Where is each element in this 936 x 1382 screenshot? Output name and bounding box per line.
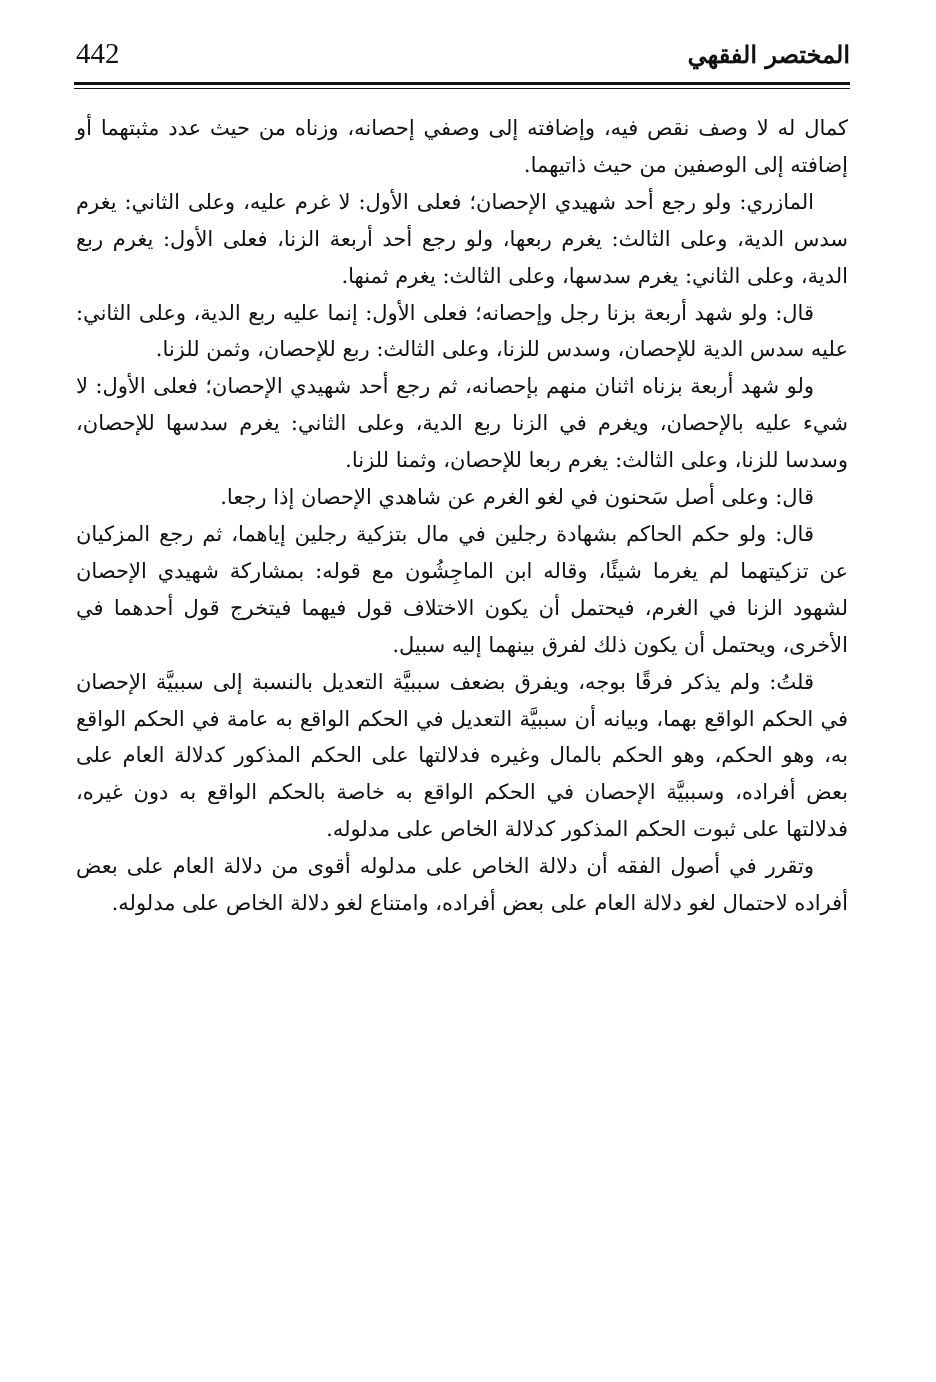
page-number: 442 [76,38,120,70]
paragraph: قال: ولو حكم الحاكم بشهادة رجلين في مال بتزكية رجلين إياهما، ثم رجع المزكيان عن تزكيتهما لم يغرما شيئًا، وقاله ابن الماجِشُون مع قوله: بمشاركة شهيدي الإحصان لشهود الزنا في الغرم، فيحتمل أن يكون الاختلاف قول فيهما فيتخرج قول أحدهما في الأخرى، ويحتمل أن يكون ذلك لفرق بينهما إليه سبيل. [76,521,848,657]
paragraph: المازري: ولو رجع أحد شهيدي الإحصان؛ فعلى الأول: لا غرم عليه، وعلى الثاني: يغرم سدس الدية، وعلى الثالث: يغرم ربعها، ولو رجع أحد أربعة الزنا، فعلى الأول: يغرم ربع الدية، وعلى الثاني: يغرم سدسها، وعلى الثالث: يغرم ثمنها. [76,189,848,288]
paragraph: وتقرر في أصول الفقه أن دلالة الخاص على مدلوله أقوى من دلالة العام على بعض أفراده لاحتمال لغو دلالة العام على بعض أفراده، وامتناع لغو دلالة الخاص على مدلوله. [76,854,848,916]
running-title: المختصر الفقهي [687,40,850,69]
paragraph: قلتُ: ولم يذكر فرقًا بوجه، ويفرق بضعف سببيَّة التعديل بالنسبة إلى سببيَّة الإحصان في الحكم الواقع بهما، وبيانه أن سببيَّة التعديل في الحكم الواقع به عامة في الحكم الواقع به، وهو الحكم، وهو الحكم بالمال وغيره فدلالتها على الحكم المذكور كدلالة العام على بعض أفراده، وسببيَّة الإحصان في الحكم الواقع به خاصة بالحكم الواقع به دون غيره، فدلالتها على ثبوت الحكم المذكور كدلالة الخاص على مدلوله. [76,669,848,842]
page-header [74,36,850,76]
paragraph: قال: ولو شهد أربعة بزنا رجل وإحصانه؛ فعلى الأول: إنما عليه ربع الدية، وعلى الثاني: عليه سدس الدية للإحصان، وسدس للزنا، وعلى الثالث: ربع للإحصان، وثمن للزنا. [76,300,848,362]
page-body [76,110,848,1350]
header-rule-thin [74,88,850,89]
header-rule [74,82,850,85]
paragraph: كمال له لا وصف نقص فيه، وإضافته إلى وصفي إحصانه، وزناه من حيث عدد مثبتهما أو إضافته إلى الوصفين من حيث ذاتيهما. [76,116,848,177]
paragraph: قال: وعلى أصل سَحنون في لغو الغرم عن شاهدي الإحصان إذا رجعا. [220,485,814,510]
paragraph: ولو شهد أربعة بزناه اثنان منهم بإحصانه، ثم رجع أحد شهيدي الإحصان؛ فعلى الأول: لا شيء عليه بالإحصان، ويغرم في الزنا ربع الدية، وعلى الثاني: يغرم سدسها للإحصان، وسدسا للزنا، وعلى الثالث: يغرم ربعا للإحصان، وثمنا للزنا. [76,374,848,473]
